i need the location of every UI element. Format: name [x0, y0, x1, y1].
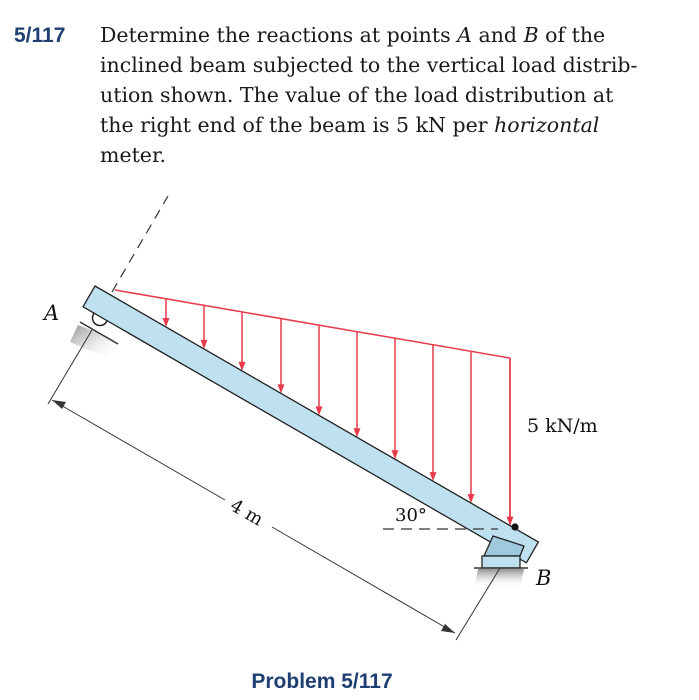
problem-line-3: ution shown. The value of the load distribution at: [100, 83, 614, 107]
dimension-arrow-right: [441, 624, 455, 633]
problem-line-2: inclined beam subjected to the vertical load distrib-: [100, 53, 638, 77]
extension-line-a: [48, 330, 92, 404]
problem-line-5: meter.: [100, 143, 167, 167]
reference-dashed-line-a: [112, 196, 168, 292]
beam: [83, 286, 538, 563]
problem-line-4: the right end of the beam is 5 kN per horizontal: [100, 113, 600, 137]
dimension-line-left: [52, 400, 225, 500]
pedestal-base-b: [482, 556, 520, 568]
problem-number: 5/117: [14, 24, 66, 47]
distributed-load: [115, 290, 514, 526]
ground-hatch-b: [474, 569, 524, 588]
point-b-label: B: [536, 566, 552, 590]
problem-line-1: Determine the reactions at points A and B of the: [100, 23, 606, 47]
angle-label: 30°: [395, 505, 427, 526]
pin-b: [511, 523, 518, 530]
dimension-arrow-left: [52, 400, 66, 409]
figure-caption: Problem 5/117: [251, 670, 393, 693]
dimension-line-right: [272, 527, 455, 633]
load-magnitude-label: 5 kN/m: [527, 415, 598, 437]
length-label: 4 m: [226, 495, 267, 531]
point-a-label: A: [44, 301, 60, 325]
